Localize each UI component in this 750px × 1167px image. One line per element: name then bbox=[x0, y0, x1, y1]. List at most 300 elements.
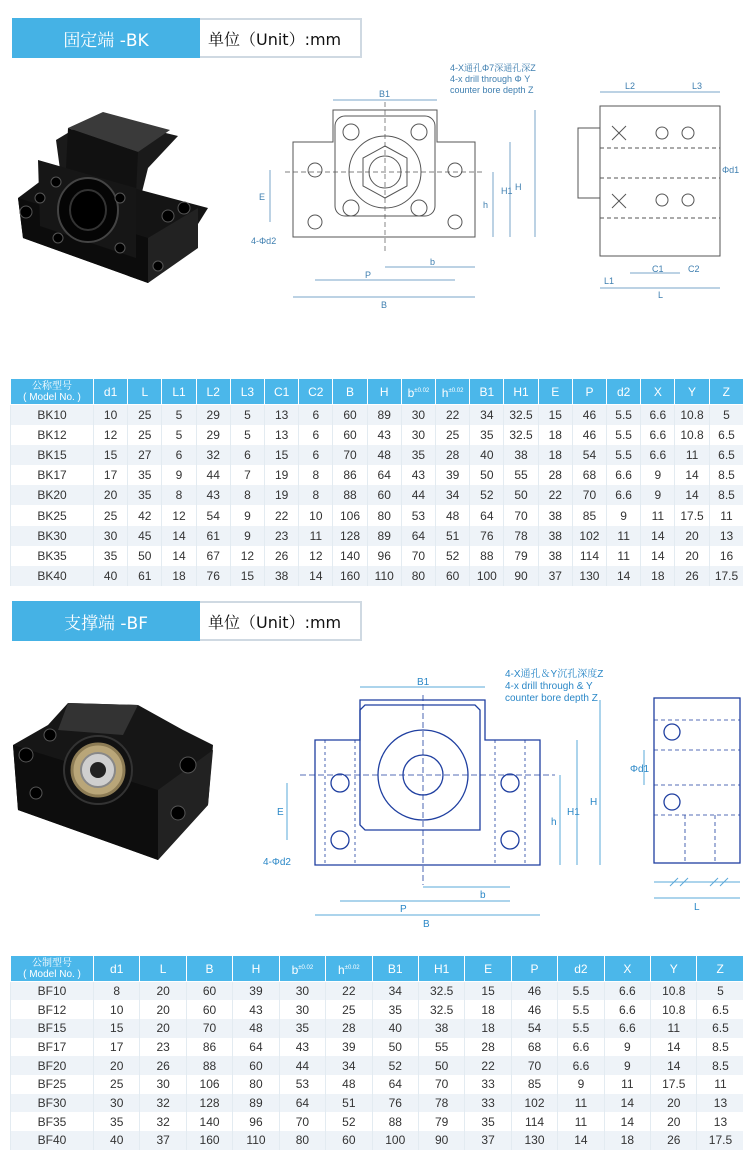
value-cell: 78 bbox=[504, 526, 538, 546]
value-cell: 9 bbox=[230, 505, 264, 525]
value-cell: 76 bbox=[372, 1094, 418, 1113]
value-cell: 10.8 bbox=[651, 982, 697, 1001]
value-cell: 32 bbox=[196, 445, 230, 465]
model-cell: BF15 bbox=[11, 1019, 94, 1038]
value-cell: 9 bbox=[558, 1075, 604, 1094]
table-row bbox=[11, 566, 744, 586]
table-row bbox=[11, 1112, 744, 1131]
table-header-row bbox=[11, 379, 744, 405]
value-cell: 14 bbox=[607, 566, 641, 586]
value-cell: 9 bbox=[162, 465, 196, 485]
model-cell: BF17 bbox=[11, 1038, 94, 1057]
value-cell: 26 bbox=[651, 1131, 697, 1150]
value-cell: 35 bbox=[372, 1000, 418, 1019]
value-cell: 68 bbox=[572, 465, 606, 485]
value-cell: 22 bbox=[436, 405, 470, 425]
value-cell: 40 bbox=[372, 1019, 418, 1038]
value-cell: 17.5 bbox=[697, 1131, 743, 1150]
table-row bbox=[11, 1000, 744, 1019]
value-cell: 43 bbox=[279, 1038, 325, 1057]
value-cell: 32 bbox=[140, 1112, 186, 1131]
value-cell: 20 bbox=[94, 1056, 140, 1075]
value-cell: 5 bbox=[230, 405, 264, 425]
value-cell: 60 bbox=[186, 982, 232, 1001]
model-cell: BF40 bbox=[11, 1131, 94, 1150]
bf-dim-d1: Φd1 bbox=[630, 764, 650, 775]
value-cell: 11 bbox=[651, 1019, 697, 1038]
value-cell: 19 bbox=[265, 465, 299, 485]
value-cell: 130 bbox=[572, 566, 606, 586]
value-cell: 96 bbox=[233, 1112, 279, 1131]
value-cell: 11 bbox=[604, 1075, 650, 1094]
value-cell: 8 bbox=[230, 485, 264, 505]
value-cell: 35 bbox=[94, 1112, 140, 1131]
value-cell: 26 bbox=[675, 566, 709, 586]
value-cell: 9 bbox=[604, 1038, 650, 1057]
value-cell: 22 bbox=[465, 1056, 511, 1075]
bk-section-title: 固定端 -BK bbox=[12, 18, 200, 58]
value-cell: 64 bbox=[367, 465, 401, 485]
column-header-p: P bbox=[511, 956, 557, 982]
model-header-cn: 公称型号 bbox=[32, 380, 72, 392]
value-cell: 20 bbox=[651, 1112, 697, 1131]
value-cell: 128 bbox=[333, 526, 367, 546]
value-cell: 17.5 bbox=[709, 566, 743, 586]
value-cell: 89 bbox=[233, 1094, 279, 1113]
value-cell: 60 bbox=[367, 485, 401, 505]
value-cell: 38 bbox=[538, 546, 572, 566]
value-cell: 25 bbox=[326, 1000, 372, 1019]
value-cell: 52 bbox=[372, 1056, 418, 1075]
bf-front-view-drawing bbox=[255, 665, 615, 930]
table-row bbox=[11, 445, 744, 465]
column-header-h: H bbox=[233, 956, 279, 982]
value-cell: 60 bbox=[326, 1131, 372, 1150]
value-cell: 34 bbox=[326, 1056, 372, 1075]
value-cell: 54 bbox=[511, 1019, 557, 1038]
value-cell: 70 bbox=[333, 445, 367, 465]
value-cell: 13 bbox=[697, 1112, 743, 1131]
value-cell: 35 bbox=[465, 1112, 511, 1131]
bk-dim-l3: L3 bbox=[692, 81, 703, 91]
value-cell: 43 bbox=[401, 465, 435, 485]
bk-dim-c2: C2 bbox=[688, 264, 700, 274]
table-row bbox=[11, 505, 744, 525]
column-header-b: $b^{\pm 0.02}$ bbox=[279, 956, 325, 982]
value-cell: 53 bbox=[279, 1075, 325, 1094]
value-cell: 30 bbox=[279, 1000, 325, 1019]
bk-dim-big-h: H bbox=[515, 182, 522, 192]
value-cell: 11 bbox=[675, 445, 709, 465]
value-cell: 17 bbox=[94, 1038, 140, 1057]
value-cell: 35 bbox=[470, 425, 504, 445]
value-cell: 80 bbox=[367, 505, 401, 525]
value-cell: 25 bbox=[128, 425, 162, 445]
value-cell: 38 bbox=[265, 566, 299, 586]
value-cell: 160 bbox=[333, 566, 367, 586]
bk-dim-h: h bbox=[483, 200, 489, 210]
value-cell: 70 bbox=[511, 1056, 557, 1075]
model-header-cn: 公制型号 bbox=[32, 957, 72, 969]
value-cell: 33 bbox=[465, 1075, 511, 1094]
value-cell: 6.6 bbox=[641, 425, 675, 445]
model-cell: BK35 bbox=[11, 546, 94, 566]
value-cell: 38 bbox=[538, 526, 572, 546]
value-cell: 25 bbox=[94, 505, 128, 525]
value-cell: 37 bbox=[140, 1131, 186, 1150]
value-cell: 52 bbox=[470, 485, 504, 505]
value-cell: 30 bbox=[279, 982, 325, 1001]
value-cell: 35 bbox=[94, 546, 128, 566]
value-cell: 39 bbox=[326, 1038, 372, 1057]
value-cell: 46 bbox=[572, 405, 606, 425]
value-cell: 76 bbox=[470, 526, 504, 546]
value-cell: 6.6 bbox=[604, 1000, 650, 1019]
bf-dim-big-h: H bbox=[590, 797, 598, 808]
value-cell: 6.5 bbox=[697, 1019, 743, 1038]
bk-note-3: counter bore depth Z bbox=[450, 85, 534, 95]
column-header-b1: B1 bbox=[470, 379, 504, 405]
value-cell: 10 bbox=[94, 1000, 140, 1019]
bf-side-view-drawing bbox=[630, 690, 745, 915]
value-cell: 27 bbox=[128, 445, 162, 465]
value-cell: 88 bbox=[333, 485, 367, 505]
value-cell: 43 bbox=[233, 1000, 279, 1019]
value-cell: 14 bbox=[675, 465, 709, 485]
value-cell: 30 bbox=[94, 526, 128, 546]
value-cell: 46 bbox=[511, 982, 557, 1001]
value-cell: 35 bbox=[128, 485, 162, 505]
model-cell: BK20 bbox=[11, 485, 94, 505]
value-cell: 64 bbox=[372, 1075, 418, 1094]
value-cell: 30 bbox=[401, 405, 435, 425]
value-cell: 61 bbox=[196, 526, 230, 546]
bf-note-2: 4-x drill through & Y bbox=[505, 681, 593, 692]
value-cell: 60 bbox=[333, 405, 367, 425]
value-cell: 30 bbox=[94, 1094, 140, 1113]
column-header-z: Z bbox=[709, 379, 743, 405]
bk-front-view-drawing bbox=[245, 62, 536, 310]
column-header-d2: d2 bbox=[607, 379, 641, 405]
value-cell: 20 bbox=[140, 1019, 186, 1038]
value-cell: 51 bbox=[436, 526, 470, 546]
bk-note-1: 4-X通孔Φ7深通孔深Z bbox=[450, 63, 536, 73]
value-cell: 50 bbox=[372, 1038, 418, 1057]
value-cell: 88 bbox=[372, 1112, 418, 1131]
value-cell: 80 bbox=[401, 566, 435, 586]
value-cell: 52 bbox=[436, 546, 470, 566]
value-cell: 8 bbox=[299, 485, 333, 505]
value-cell: 11 bbox=[299, 526, 333, 546]
value-cell: 46 bbox=[511, 1000, 557, 1019]
value-cell: 102 bbox=[511, 1094, 557, 1113]
value-cell: 18 bbox=[641, 566, 675, 586]
bf-dim-b1: B1 bbox=[417, 677, 430, 688]
value-cell: 40 bbox=[94, 566, 128, 586]
value-cell: 40 bbox=[94, 1131, 140, 1150]
table-row bbox=[11, 405, 744, 425]
value-cell: 18 bbox=[162, 566, 196, 586]
value-cell: 8.5 bbox=[697, 1038, 743, 1057]
value-cell: 26 bbox=[265, 546, 299, 566]
value-cell: 20 bbox=[675, 526, 709, 546]
value-cell: 5.5 bbox=[558, 982, 604, 1001]
value-cell: 106 bbox=[186, 1075, 232, 1094]
value-cell: 37 bbox=[465, 1131, 511, 1150]
value-cell: 46 bbox=[572, 425, 606, 445]
value-cell: 5.5 bbox=[558, 1019, 604, 1038]
column-header-l1: L1 bbox=[162, 379, 196, 405]
table-row bbox=[11, 526, 744, 546]
value-cell: 13 bbox=[265, 425, 299, 445]
value-cell: 17 bbox=[94, 465, 128, 485]
value-cell: 6.6 bbox=[604, 982, 650, 1001]
value-cell: 9 bbox=[230, 526, 264, 546]
value-cell: 13 bbox=[265, 405, 299, 425]
value-cell: 79 bbox=[418, 1112, 464, 1131]
bk-product-photo bbox=[8, 98, 213, 298]
bf-dim-p: P bbox=[400, 904, 407, 915]
value-cell: 64 bbox=[401, 526, 435, 546]
column-header-c2: C2 bbox=[299, 379, 333, 405]
value-cell: 32 bbox=[140, 1094, 186, 1113]
value-cell: 102 bbox=[572, 526, 606, 546]
value-cell: 6.6 bbox=[558, 1038, 604, 1057]
column-header-e: E bbox=[538, 379, 572, 405]
value-cell: 60 bbox=[333, 425, 367, 445]
value-cell: 25 bbox=[94, 1075, 140, 1094]
value-cell: 37 bbox=[538, 566, 572, 586]
value-cell: 78 bbox=[418, 1094, 464, 1113]
value-cell: 18 bbox=[604, 1131, 650, 1150]
bk-dim-l2: L2 bbox=[625, 81, 636, 91]
value-cell: 88 bbox=[186, 1056, 232, 1075]
value-cell: 14 bbox=[641, 546, 675, 566]
bk-dim-h1: H1 bbox=[501, 186, 513, 196]
bk-dim-small-b: b bbox=[430, 257, 436, 267]
value-cell: 54 bbox=[572, 445, 606, 465]
model-column-header bbox=[11, 379, 94, 405]
column-header-b: $b^{\pm 0.02}$ bbox=[401, 379, 435, 405]
value-cell: 15 bbox=[94, 445, 128, 465]
bf-section-title: 支撑端 -BF bbox=[12, 601, 200, 641]
value-cell: 45 bbox=[128, 526, 162, 546]
value-cell: 34 bbox=[470, 405, 504, 425]
value-cell: 48 bbox=[326, 1075, 372, 1094]
model-column-header bbox=[11, 956, 94, 982]
value-cell: 96 bbox=[367, 546, 401, 566]
value-cell: 50 bbox=[128, 546, 162, 566]
value-cell: 85 bbox=[511, 1075, 557, 1094]
table-row bbox=[11, 465, 744, 485]
value-cell: 12 bbox=[230, 546, 264, 566]
value-cell: 8.5 bbox=[697, 1056, 743, 1075]
value-cell: 70 bbox=[418, 1075, 464, 1094]
bk-dim-l1: L1 bbox=[604, 276, 615, 286]
bk-side-view-drawing bbox=[570, 78, 745, 298]
column-header-h: $h^{\pm 0.02}$ bbox=[436, 379, 470, 405]
model-cell: BK12 bbox=[11, 425, 94, 445]
value-cell: 53 bbox=[401, 505, 435, 525]
value-cell: 14 bbox=[162, 526, 196, 546]
bf-dim-e: E bbox=[277, 807, 284, 818]
value-cell: 10 bbox=[94, 405, 128, 425]
model-cell: BF12 bbox=[11, 1000, 94, 1019]
value-cell: 70 bbox=[401, 546, 435, 566]
value-cell: 34 bbox=[372, 982, 418, 1001]
bk-dim-p: P bbox=[365, 270, 372, 280]
bf-dim-b: B bbox=[423, 919, 430, 930]
value-cell: 25 bbox=[436, 425, 470, 445]
value-cell: 44 bbox=[279, 1056, 325, 1075]
value-cell: 6 bbox=[162, 445, 196, 465]
value-cell: 50 bbox=[504, 485, 538, 505]
value-cell: 114 bbox=[511, 1112, 557, 1131]
value-cell: 90 bbox=[418, 1131, 464, 1150]
value-cell: 18 bbox=[465, 1019, 511, 1038]
value-cell: 23 bbox=[140, 1038, 186, 1057]
value-cell: 85 bbox=[572, 505, 606, 525]
value-cell: 17.5 bbox=[651, 1075, 697, 1094]
value-cell: 32.5 bbox=[418, 982, 464, 1001]
value-cell: 114 bbox=[572, 546, 606, 566]
value-cell: 13 bbox=[709, 526, 743, 546]
column-header-h1: H1 bbox=[504, 379, 538, 405]
value-cell: 79 bbox=[504, 546, 538, 566]
bk-dim-l: L bbox=[658, 290, 664, 300]
column-header-h: H bbox=[367, 379, 401, 405]
value-cell: 22 bbox=[538, 485, 572, 505]
value-cell: 70 bbox=[572, 485, 606, 505]
value-cell: 68 bbox=[511, 1038, 557, 1057]
value-cell: 28 bbox=[538, 465, 572, 485]
value-cell: 6.6 bbox=[604, 1019, 650, 1038]
value-cell: 67 bbox=[196, 546, 230, 566]
value-cell: 28 bbox=[326, 1019, 372, 1038]
value-cell: 14 bbox=[604, 1094, 650, 1113]
value-cell: 10 bbox=[299, 505, 333, 525]
value-cell: 44 bbox=[401, 485, 435, 505]
value-cell: 14 bbox=[558, 1131, 604, 1150]
value-cell: 5.5 bbox=[607, 445, 641, 465]
value-cell: 42 bbox=[128, 505, 162, 525]
value-cell: 14 bbox=[641, 526, 675, 546]
value-cell: 8 bbox=[94, 982, 140, 1001]
value-cell: 9 bbox=[607, 505, 641, 525]
value-cell: 40 bbox=[470, 445, 504, 465]
value-cell: 106 bbox=[333, 505, 367, 525]
bf-dim-h: h bbox=[551, 817, 557, 828]
value-cell: 33 bbox=[465, 1094, 511, 1113]
value-cell: 5 bbox=[162, 425, 196, 445]
value-cell: 52 bbox=[326, 1112, 372, 1131]
value-cell: 54 bbox=[196, 505, 230, 525]
value-cell: 10.8 bbox=[651, 1000, 697, 1019]
value-cell: 22 bbox=[265, 505, 299, 525]
value-cell: 30 bbox=[140, 1075, 186, 1094]
value-cell: 43 bbox=[196, 485, 230, 505]
value-cell: 20 bbox=[140, 982, 186, 1001]
model-cell: BF30 bbox=[11, 1094, 94, 1113]
table-row bbox=[11, 485, 744, 505]
value-cell: 89 bbox=[367, 526, 401, 546]
column-header-l3: L3 bbox=[230, 379, 264, 405]
table-row bbox=[11, 1075, 744, 1094]
table-header-row bbox=[11, 956, 744, 982]
value-cell: 50 bbox=[470, 465, 504, 485]
value-cell: 14 bbox=[604, 1112, 650, 1131]
value-cell: 26 bbox=[140, 1056, 186, 1075]
value-cell: 6.5 bbox=[709, 445, 743, 465]
column-header-l: L bbox=[140, 956, 186, 982]
bf-unit-label: 单位（Unit）:mm bbox=[200, 601, 362, 641]
bk-dim-b1: B1 bbox=[379, 89, 391, 99]
value-cell: 11 bbox=[641, 505, 675, 525]
value-cell: 18 bbox=[538, 445, 572, 465]
column-header-c1: C1 bbox=[265, 379, 299, 405]
value-cell: 8 bbox=[162, 485, 196, 505]
table-row bbox=[11, 982, 744, 1001]
value-cell: 80 bbox=[279, 1131, 325, 1150]
value-cell: 15 bbox=[94, 1019, 140, 1038]
value-cell: 38 bbox=[418, 1019, 464, 1038]
value-cell: 86 bbox=[186, 1038, 232, 1057]
column-header-b1: B1 bbox=[372, 956, 418, 982]
value-cell: 48 bbox=[367, 445, 401, 465]
value-cell: 20 bbox=[651, 1094, 697, 1113]
value-cell: 6.6 bbox=[641, 405, 675, 425]
model-cell: BF20 bbox=[11, 1056, 94, 1075]
value-cell: 160 bbox=[186, 1131, 232, 1150]
value-cell: 30 bbox=[401, 425, 435, 445]
value-cell: 35 bbox=[401, 445, 435, 465]
column-header-y: Y bbox=[675, 379, 709, 405]
model-header-en: ( Model No. ) bbox=[23, 391, 81, 403]
value-cell: 39 bbox=[233, 982, 279, 1001]
value-cell: 20 bbox=[94, 485, 128, 505]
value-cell: 5.5 bbox=[607, 405, 641, 425]
value-cell: 140 bbox=[333, 546, 367, 566]
bf-dim-l: L bbox=[694, 902, 700, 913]
value-cell: 9 bbox=[641, 465, 675, 485]
value-cell: 8.5 bbox=[709, 465, 743, 485]
value-cell: 6 bbox=[299, 405, 333, 425]
table-row bbox=[11, 1038, 744, 1057]
bk-dim-c1: C1 bbox=[652, 264, 664, 274]
bf-note-3: counter bore depth Z bbox=[505, 693, 598, 704]
value-cell: 17.5 bbox=[675, 505, 709, 525]
value-cell: 22 bbox=[326, 982, 372, 1001]
value-cell: 14 bbox=[651, 1056, 697, 1075]
bf-spec-table bbox=[10, 955, 744, 1150]
bk-spec-table bbox=[10, 378, 744, 586]
model-cell: BK30 bbox=[11, 526, 94, 546]
value-cell: 5 bbox=[697, 982, 743, 1001]
column-header-d2: d2 bbox=[558, 956, 604, 982]
value-cell: 140 bbox=[186, 1112, 232, 1131]
value-cell: 15 bbox=[538, 405, 572, 425]
model-cell: BF35 bbox=[11, 1112, 94, 1131]
value-cell: 28 bbox=[436, 445, 470, 465]
value-cell: 38 bbox=[504, 445, 538, 465]
value-cell: 20 bbox=[675, 546, 709, 566]
value-cell: 60 bbox=[186, 1000, 232, 1019]
value-cell: 32.5 bbox=[504, 425, 538, 445]
column-header-y: Y bbox=[651, 956, 697, 982]
value-cell: 15 bbox=[465, 982, 511, 1001]
value-cell: 34 bbox=[436, 485, 470, 505]
column-header-l2: L2 bbox=[196, 379, 230, 405]
